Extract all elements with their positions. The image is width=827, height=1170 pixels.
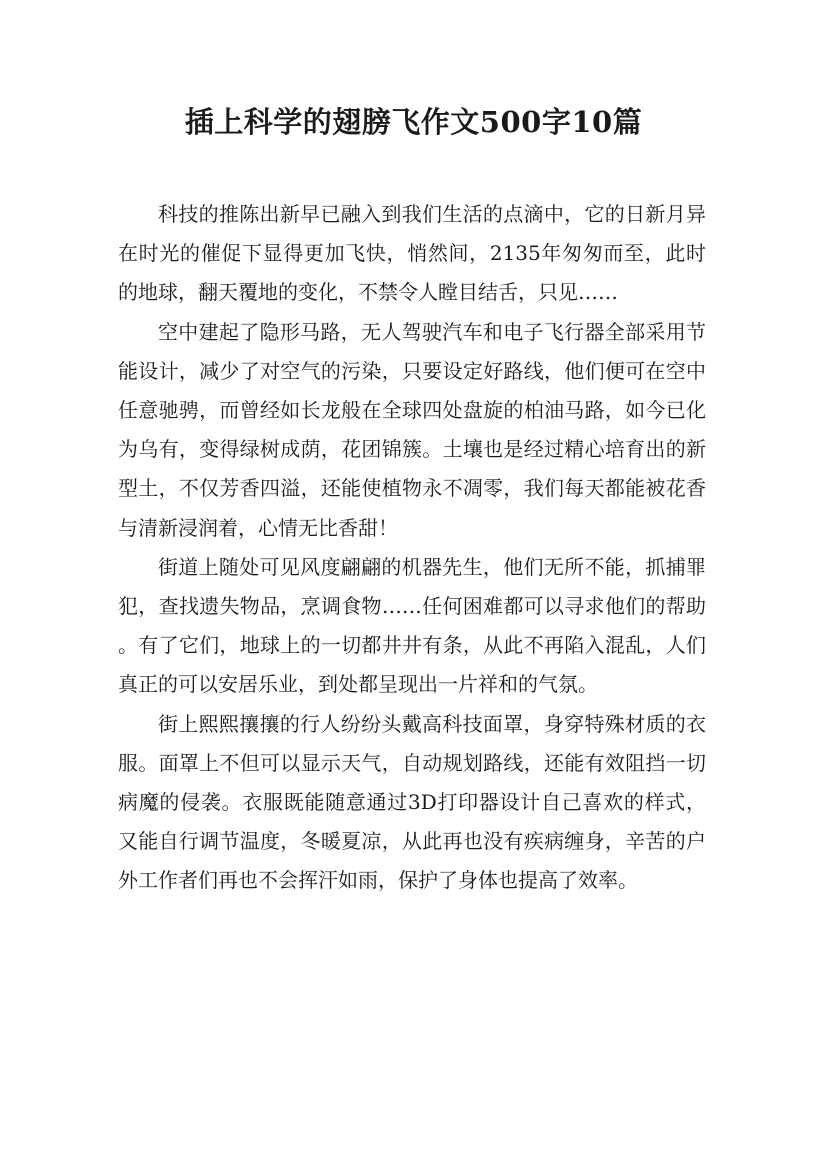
paragraph: 街道上随处可见风度翩翩的机器先生，他们无所不能，抓捕罪犯，查找遗失物品，烹调食物……任何困难都可以寻求他们的帮助。有了它们，地球上的一切都井井有条，从此不再陷入混乱，人们真正的可以安居乐业，到处都呈现出一片祥和的气氛。 [118, 554, 706, 697]
document-body [118, 195, 706, 901]
paragraph: 空中建起了隐形马路，无人驾驶汽车和电子飞行器全部采用节能设计，减少了对空气的污染，只要设定好路线，他们便可在空中任意驰骋，而曾经如长龙般在全球四处盘旋的柏油马路，如今已化为乌有，变得绿树成荫，花团锦簇。土壤也是经过精心培育出的新型土，不仅芳香四溢，还能使植物永不凋零，我们每天都能被花香与清新浸润着，心情无比香甜！ [118, 319, 706, 540]
paragraph: 科技的推陈出新早已融入到我们生活的点滴中，它的日新月异在时光的催促下显得更加飞快，悄然间，2135年匆匆而至，此时的地球，翻天覆地的变化，不禁令人瞠目结舌，只见…… [118, 202, 706, 305]
document-title: 插上科学的翅膀飞作文500字10篇 [184, 105, 643, 139]
paragraph: 街上熙熙攘攘的行人纷纷头戴高科技面罩，身穿特殊材质的衣服。面罩上不但可以显示天气，自动规划路线，还能有效阻挡一切病魔的侵袭。衣服既能随意通过3D打印器设计自己喜欢的样式，又能自行调节温度，冬暖夏凉，从此再也没有疾病缠身，辛苦的户外工作者们再也不会挥汗如雨，保护了身体也提高了效率。 [118, 711, 706, 893]
